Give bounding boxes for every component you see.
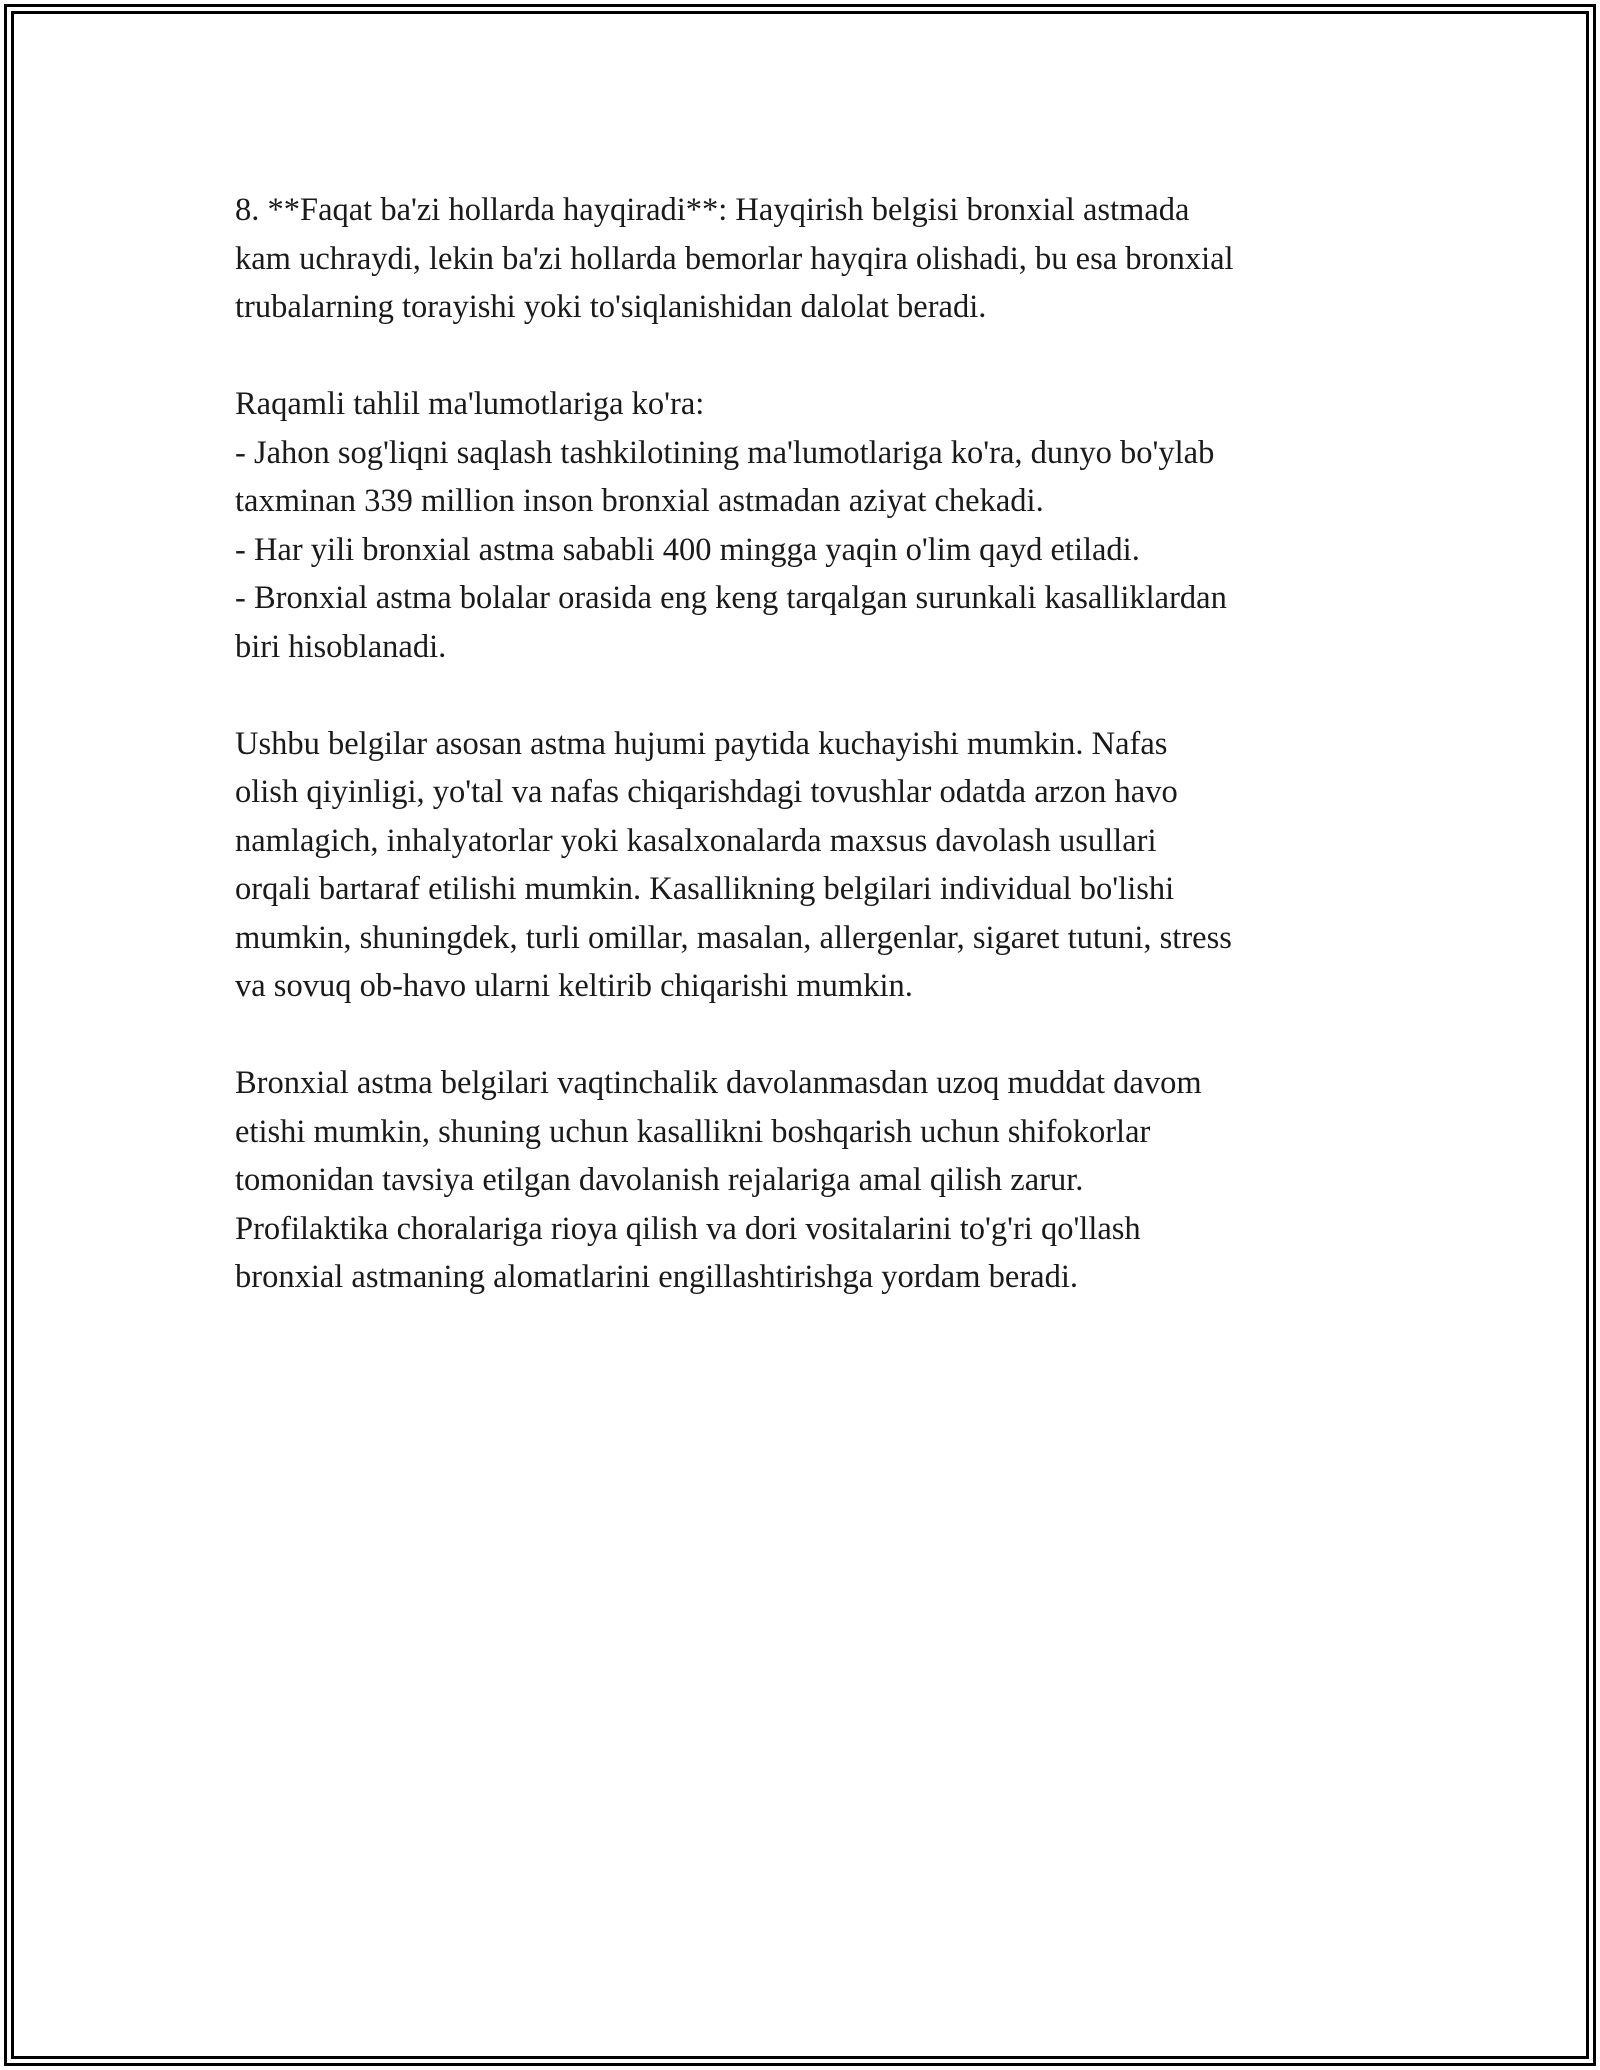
text-line: Ushbu belgilar asosan astma hujumi paytida kuchayishi mumkin. Nafas xyxy=(235,725,1168,762)
text-line: bronxial astmaning alomatlarini engillashtirishga yordam beradi. xyxy=(235,1259,1078,1295)
text-line: - Har yili bronxial astma sababli 400 mingga yaqin o'lim qayd etiladi. xyxy=(235,531,1140,568)
text-line: namlagich, inhalyatorlar yoki kasalxonalarda maxsus davolash usullari xyxy=(235,822,1157,859)
text-line: - Bronxial astma bolalar orasida eng keng tarqalgan surunkali kasalliklardan xyxy=(235,580,1227,616)
text-line: taxminan 339 million inson bronxial astmadan aziyat chekadi. xyxy=(235,483,1044,519)
paragraph-attack-symptoms xyxy=(235,720,1370,1011)
paragraph-statistics xyxy=(235,380,1370,671)
text-line: 8. **Faqat ba'zi hollarda hayqiradi**: Hayqirish belgisi bronxial astmada xyxy=(235,192,1190,228)
paragraph-management xyxy=(235,1059,1370,1302)
text-line: olish qiyinligi, yo'tal va nafas chiqarishdagi tovushlar odatda arzon havo xyxy=(235,774,1178,810)
text-line: Profilaktika choralariga rioya qilish va dori vositalarini to'g'ri qo'llash xyxy=(235,1210,1141,1247)
text-line: kam uchraydi, lekin ba'zi hollarda bemorlar hayqira olishadi, bu esa bronxial xyxy=(235,240,1234,277)
text-line: mumkin, shuningdek, turli omillar, masalan, allergenlar, sigaret tutuni, stress xyxy=(235,919,1232,956)
text-line: etishi mumkin, shuning uchun kasallikni boshqarish uchun shifokorlar xyxy=(235,1113,1151,1150)
text-line: Raqamli tahlil ma'lumotlariga ko'ra: xyxy=(235,386,705,422)
document-body xyxy=(235,186,1370,1350)
text-line: orqali bartaraf etilishi mumkin. Kasallikning belgilari individual bo'lishi xyxy=(235,871,1175,907)
text-line: - Jahon sog'liqni saqlash tashkilotining ma'lumotlariga ko'ra, dunyo bo'ylab xyxy=(235,434,1215,471)
text-line: va sovuq ob-havo ularni keltirib chiqarishi mumkin. xyxy=(235,968,913,1004)
text-line: trubalarning torayishi yoki to'siqlanishidan dalolat beradi. xyxy=(235,289,987,325)
text-line: Bronxial astma belgilari vaqtinchalik davolanmasdan uzoq muddat davom xyxy=(235,1065,1202,1101)
text-line: biri hisoblanadi. xyxy=(235,628,447,665)
paragraph-symptom-8 xyxy=(235,186,1370,332)
text-line: tomonidan tavsiya etilgan davolanish rejalariga amal qilish zarur. xyxy=(235,1162,1084,1198)
